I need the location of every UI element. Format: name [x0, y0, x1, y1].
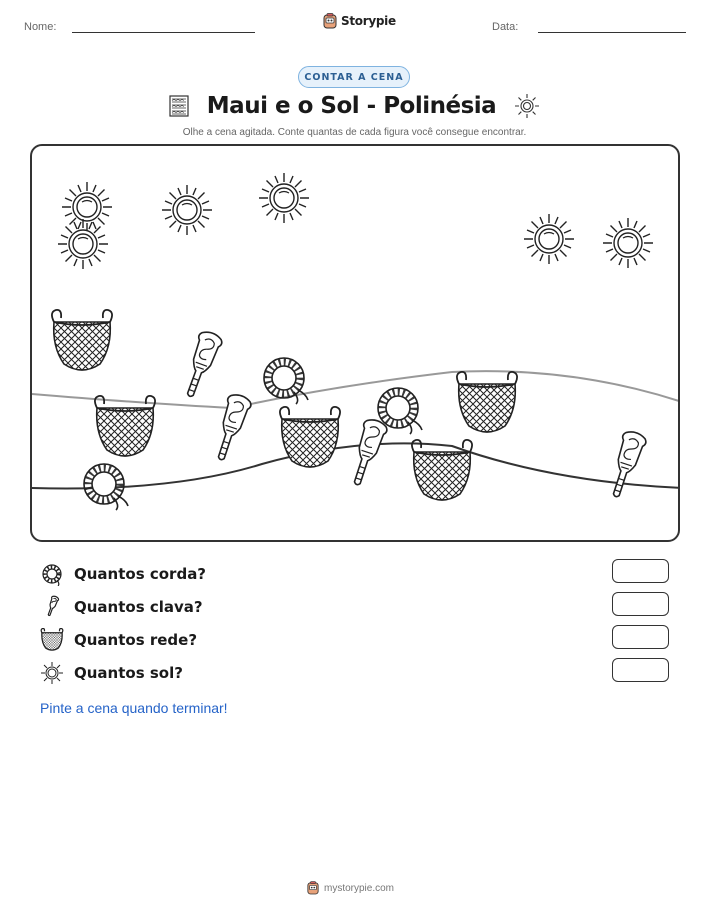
horizon-line-back [32, 371, 680, 408]
sun-icon [514, 93, 540, 119]
storypie-mascot-icon [323, 13, 337, 29]
title-row [0, 93, 709, 119]
name-label: Nome: [24, 21, 57, 33]
question-label: Quantos clava? [74, 598, 203, 616]
question-club [40, 594, 203, 620]
storypie-logo [323, 13, 396, 29]
net-figure [457, 372, 517, 432]
counting-scene [30, 144, 680, 542]
instructions: Olhe a cena agitada. Conte quantas de cada figura você consegue encontrar. [182, 127, 527, 138]
answer-box-rope[interactable] [612, 559, 669, 583]
tapa-pattern-icon [169, 95, 189, 117]
net-figure [95, 396, 155, 456]
sun-figure [603, 218, 653, 268]
rope-icon [40, 562, 64, 586]
website-footer [307, 881, 394, 895]
website-url[interactable]: mystorypie.com [324, 882, 395, 894]
question-label: Quantos rede? [74, 631, 198, 649]
net-figure [52, 310, 112, 370]
sun-figure [524, 214, 574, 264]
answer-box-club[interactable] [612, 592, 669, 616]
sun-figure [259, 173, 309, 223]
page-title: Maui e o Sol - Polinésia [206, 93, 497, 119]
club-figure [345, 417, 389, 488]
question-net [40, 627, 197, 653]
club-icon [40, 595, 64, 619]
scene-illustration [32, 146, 680, 542]
sun-figure [58, 219, 108, 269]
date-label: Data: [492, 21, 519, 33]
answer-box-net[interactable] [612, 625, 669, 649]
brand-name: Storypie [341, 14, 396, 28]
answer-box-sun[interactable] [612, 658, 669, 682]
question-label: Quantos sol? [74, 664, 183, 682]
rope-figure [264, 358, 308, 404]
sun-icon [40, 661, 64, 685]
coloring-instruction: Pinte a cena quando terminar! [40, 700, 228, 716]
sun-figure [162, 185, 212, 235]
club-figure [178, 329, 223, 400]
net-icon [40, 628, 64, 652]
name-line[interactable] [72, 32, 255, 33]
activity-badge: CONTAR A CENA [298, 66, 410, 88]
question-rope [40, 561, 206, 587]
club-figure [604, 429, 648, 500]
date-line[interactable] [538, 32, 686, 33]
question-label: Quantos corda? [74, 565, 207, 583]
sun-figure [62, 182, 112, 232]
storypie-mascot-icon [307, 881, 319, 895]
question-sun [40, 660, 183, 686]
club-figure [209, 392, 253, 463]
